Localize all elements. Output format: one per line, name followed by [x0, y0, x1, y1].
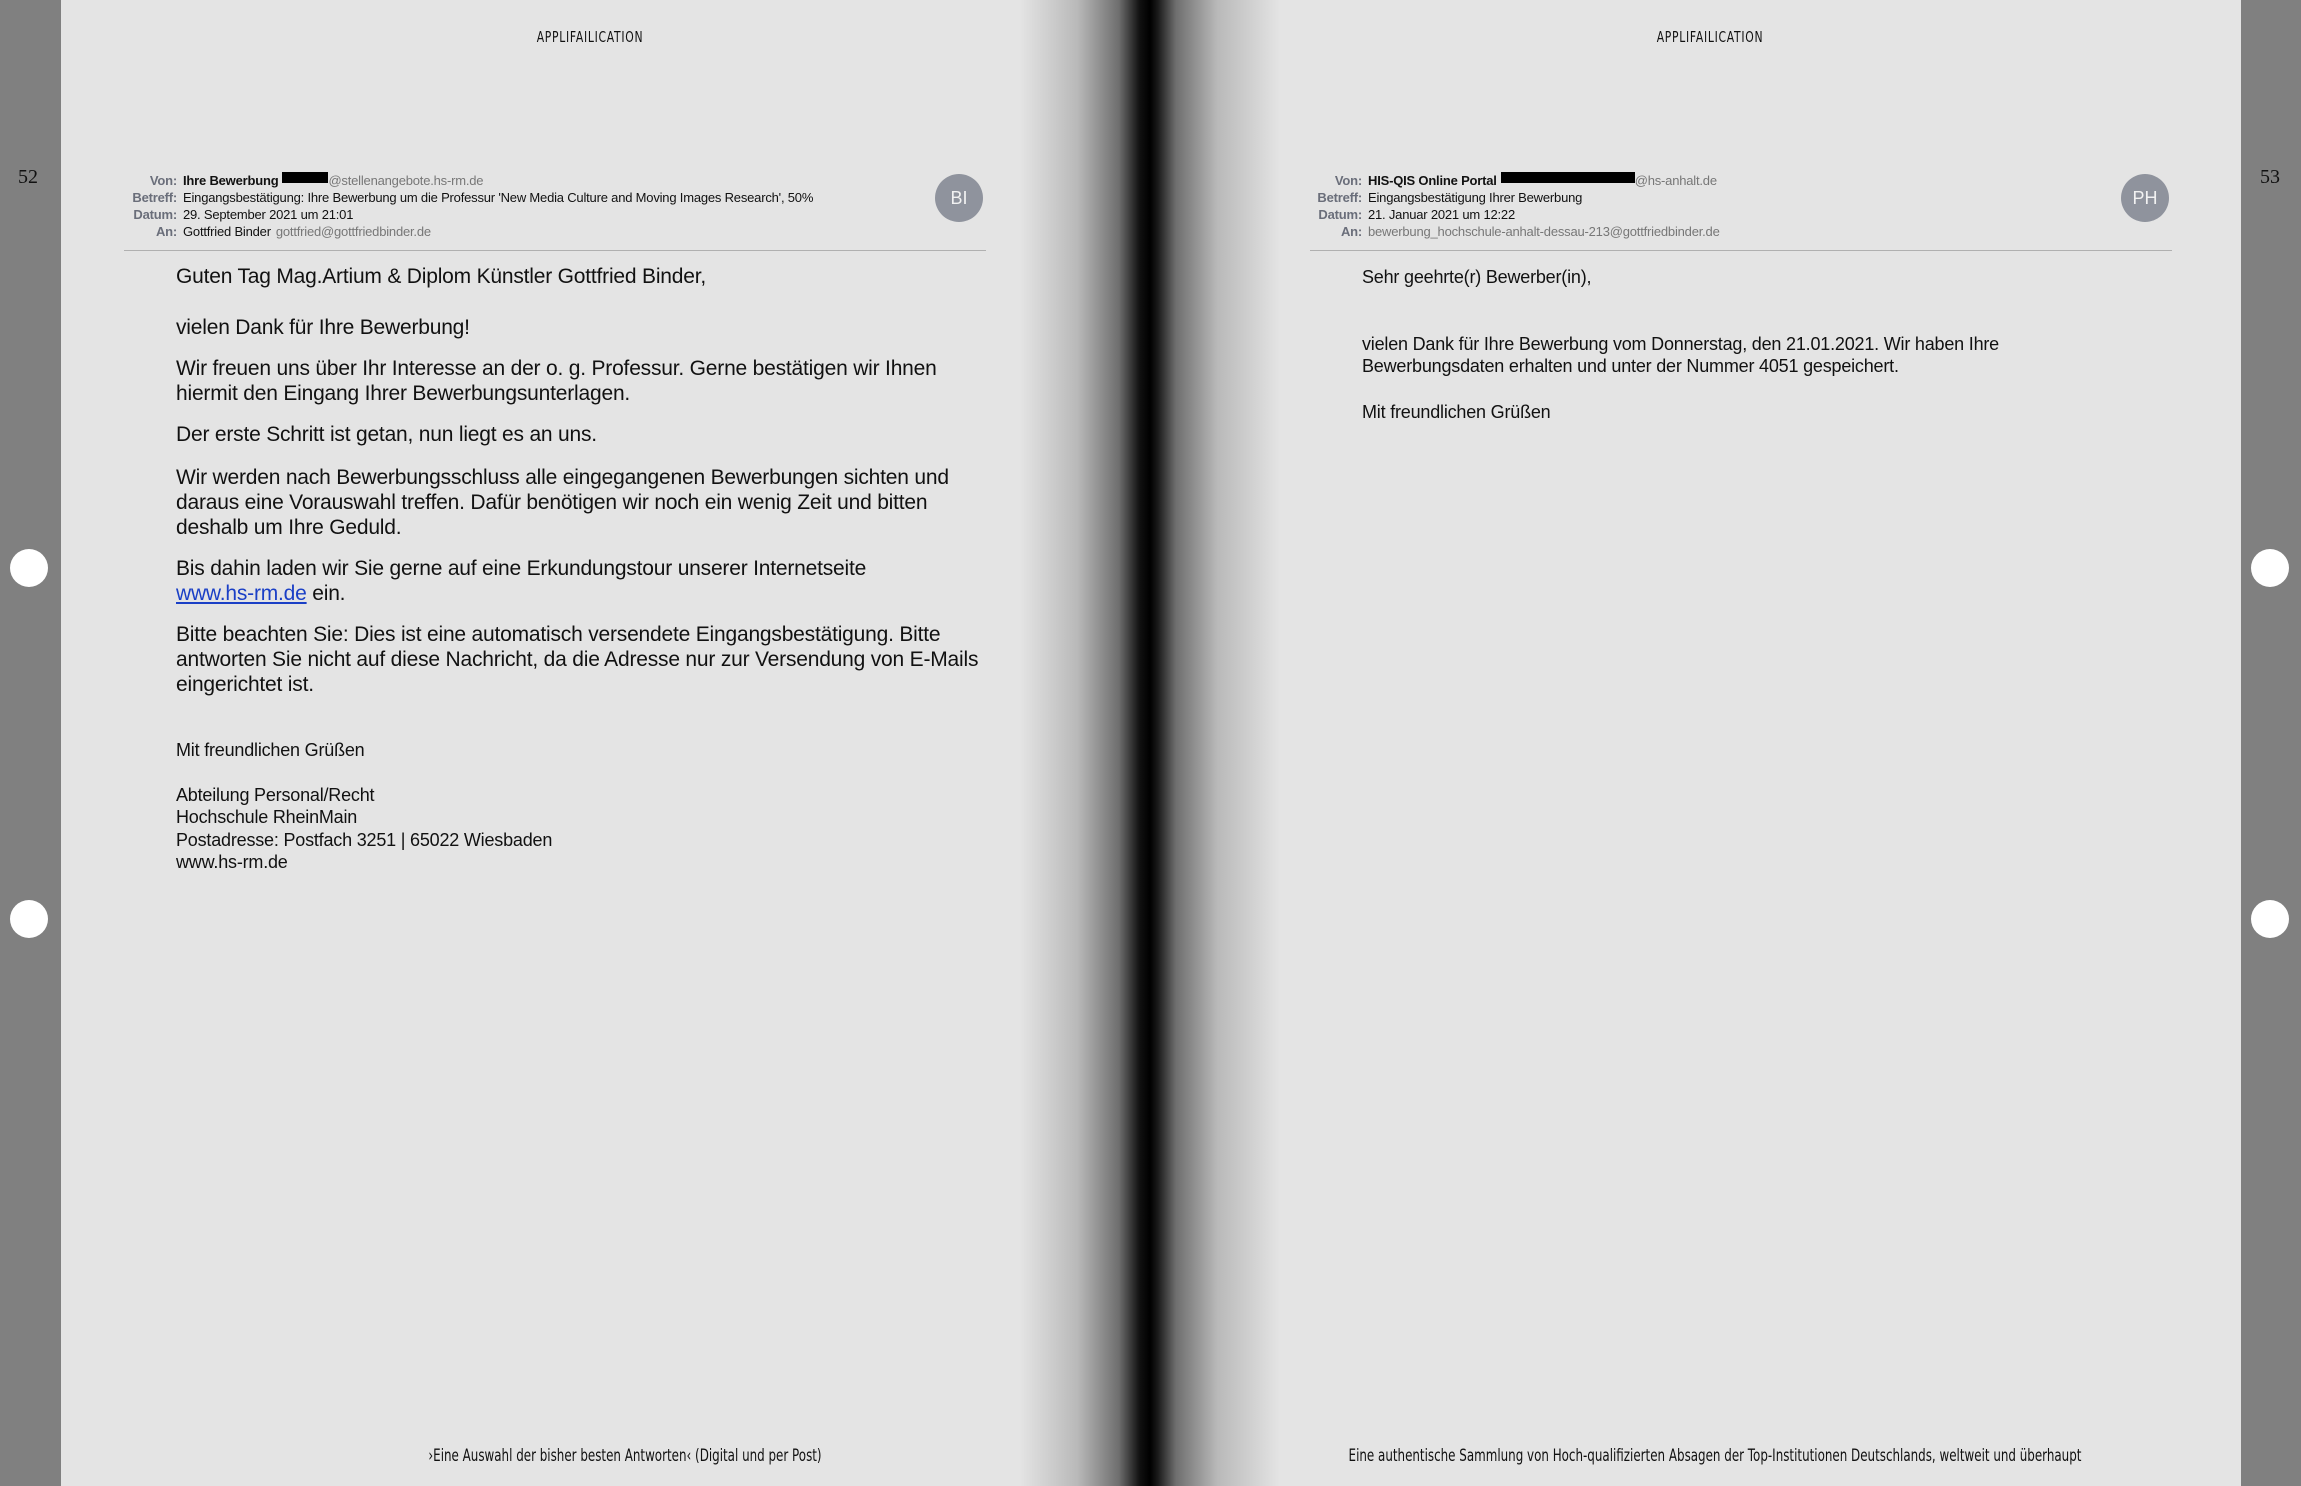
to-email: gottfried@gottfriedbinder.de — [275, 224, 431, 239]
punch-hole-left-top — [10, 549, 48, 587]
subject-row — [122, 189, 982, 206]
subject-text: Eingangsbestätigung: Ihre Bewerbung um die Professur 'New Media Culture and Moving Images Research', 50% — [183, 190, 814, 205]
to-label: An: — [155, 224, 177, 239]
left-paragraph-4: Wir werden nach Bewerbungsschluss alle eingegangenen Bewerbungen sichten und daraus eine Vorauswahl treffen. Dafür benötigen wir noch ein wenig Zeit und bitten deshalb um Ihre Geduld. — [176, 466, 949, 539]
right-paragraph-1: vielen Dank für Ihre Bewerbung vom Donnerstag, den 21.01.2021. Wir haben Ihre Bewerbungsdaten erhalten und unter der Nummer 4051 gespeichert. — [1362, 334, 1999, 376]
from-domain: @hs-anhalt.de — [1634, 173, 1717, 188]
from-name: HIS-QIS Online Portal — [1368, 173, 1497, 188]
signature-line-4: www.hs-rm.de — [176, 852, 288, 872]
date-text: 29. September 2021 um 21:01 — [183, 207, 354, 222]
left-email-header — [122, 172, 982, 240]
page-number-right: 53 — [2260, 166, 2280, 188]
date-row — [122, 206, 982, 223]
to-name: Gottfried Binder — [183, 224, 271, 239]
left-paragraph-2: Wir freuen uns über Ihr Interesse an der o. g. Professur. Gerne bestätigen wir Ihnen hiermit den Eingang Ihrer Bewerbungsunterlagen. — [176, 357, 937, 405]
footer-right: Eine authentische Sammlung von Hoch-qualifizierten Absagen der Top-Institutionen Deutschlands, weltweit und überhaupt — [1348, 1446, 2082, 1466]
to-label: An: — [1340, 224, 1362, 239]
page-number-left: 52 — [18, 166, 38, 188]
sender-avatar: BI — [935, 174, 983, 222]
to-row — [1307, 223, 2107, 240]
subject-text: Eingangsbestätigung Ihrer Bewerbung — [1368, 190, 1583, 205]
from-label: Von: — [149, 173, 177, 188]
date-text: 21. Januar 2021 um 12:22 — [1368, 207, 1515, 222]
subject-label: Betreff: — [1317, 190, 1362, 205]
to-row — [122, 223, 982, 240]
from-name: Ihre Bewerbung — [183, 173, 279, 188]
date-label: Datum: — [1318, 207, 1362, 222]
left-closing: Mit freundlichen Grüßen — [176, 740, 365, 760]
left-paragraph-5 — [176, 556, 996, 606]
left-greeting: Guten Tag Mag.Artium & Diplom Künstler Gottfried Binder, — [176, 265, 706, 288]
punch-hole-left-bottom — [10, 900, 48, 938]
from-domain: @stellenangebote.hs-rm.de — [328, 173, 484, 188]
from-label: Von: — [1334, 173, 1362, 188]
signature-line-1: Abteilung Personal/Recht — [176, 785, 375, 805]
sender-avatar: PH — [2121, 174, 2169, 222]
redaction-bar — [1501, 172, 1635, 183]
right-email-header — [1307, 172, 2107, 240]
punch-hole-right-top — [2251, 549, 2289, 587]
from-row — [122, 172, 982, 189]
date-label: Datum: — [133, 207, 177, 222]
left-paragraph-6: Bitte beachten Sie: Dies ist eine automatisch versendete Eingangsbestätigung. Bitte antworten Sie nicht auf diese Nachricht, da die Adresse nur zur Versendung von E-Mails eingerichtet ist. — [176, 623, 979, 696]
from-row — [1307, 172, 2107, 189]
header-divider — [1310, 250, 2172, 251]
redaction-bar — [282, 172, 328, 183]
subject-label: Betreff: — [132, 190, 177, 205]
website-link[interactable]: www.hs-rm.de — [176, 582, 307, 605]
punch-hole-right-bottom — [2251, 900, 2289, 938]
header-divider — [124, 250, 986, 251]
signature-line-3: Postadresse: Postfach 3251 | 65022 Wiesbaden — [176, 830, 553, 850]
left-paragraph-1: vielen Dank für Ihre Bewerbung! — [176, 316, 470, 339]
book-spine-shadow — [1020, 0, 1280, 1486]
subject-row — [1307, 189, 2107, 206]
running-head-right: APPLIFAILICATION — [1656, 28, 1764, 46]
right-closing: Mit freundlichen Grüßen — [1362, 402, 1551, 422]
signature-line-2: Hochschule RheinMain — [176, 807, 358, 827]
paragraph-5-text: Bis dahin laden wir Sie gerne auf eine Erkundungstour unserer Internetseite — [176, 557, 867, 580]
date-row — [1307, 206, 2107, 223]
right-greeting: Sehr geehrte(r) Bewerber(in), — [1362, 267, 1592, 287]
to-email: bewerbung_hochschule-anhalt-dessau-213@gottfriedbinder.de — [1368, 224, 1720, 239]
footer-left: ›Eine Auswahl der bisher besten Antworten‹ (Digital und per Post) — [428, 1446, 822, 1466]
left-paragraph-3: Der erste Schritt ist getan, nun liegt es an uns. — [176, 423, 597, 446]
paragraph-5-end: ein. — [306, 582, 346, 605]
running-head-left: APPLIFAILICATION — [536, 28, 644, 46]
